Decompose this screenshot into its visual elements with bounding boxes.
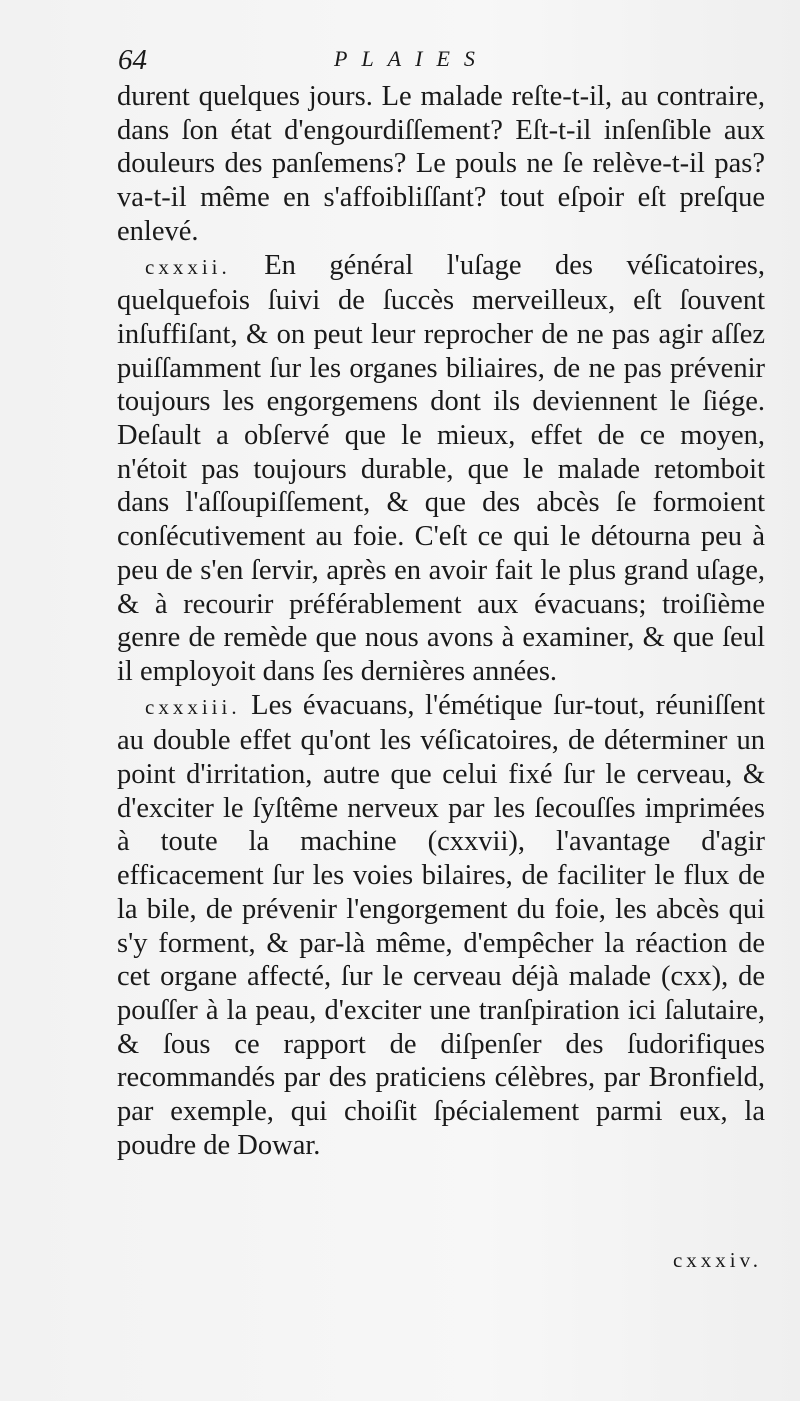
paragraph-text: Les évacuans, l'émétique ſur-tout, réuniſſent au double effet qu'ont les véſicatoires, de déterminer un point d'irritation, autre que celui fixé ſur le cerveau, & d'exciter le ſyſtême nerveux par les ſecouſſes imprimées à toute la machine (cxxvii), l'avantage d'agir efficacement ſur les voies bilaires, de faciliter le flux de la bile, de prévenir l'engorgement du foie, les abcès qui s'y forment, & par-là même, d'empêcher la réaction de cet organe affecté, ſur le cerveau déjà malade (cxx), de pouſſer à la peau, d'exciter une tranſpiration ici ſalutaire, & ſous ce rapport de diſpenſer des ſudorifiques recommandés par des praticiens célèbres, par Bronfield, par exemple, qui choiſit ſpécialement parmi eux, la poudre de Dowar. xyxy=(117,689,765,1161)
paragraph-text: En général l'uſage des véſicatoires, quelquefois ſuivi de ſuccès merveilleux, eſt ſouvent inſuffiſant, & on peut leur reprocher de ne pas agir aſſez puiſſamment ſur les organes biliaires, de ne pas prévenir toujours les engorgemens dont ils deviennent le ſiége. Deſault a obſervé que le mieux, effet de ce moyen, n'étoit pas toujours durable, que le malade retomboit dans l'aſſoupiſſement, & que des abcès ſe formoient conſécutivement au foie. C'eſt ce qui le détourna peu à peu de s'en ſervir, après en avoir fait le plus grand uſage, & à recourir préférablement aux évacuans; troiſième genre de remède que nous avons à examiner, & que ſeul il employoit dans ſes dernières années. xyxy=(117,249,765,687)
catchword: cxxxiv. xyxy=(672,1248,762,1272)
running-title: PLAIES xyxy=(334,46,489,71)
running-head xyxy=(0,40,800,80)
paragraph-number: cxxxiii. xyxy=(145,694,241,719)
paragraph-cxxxiii xyxy=(117,689,765,1163)
paragraph-text: durent quelques jours. Le malade reſte-t-il, au contraire, dans ſon état d'engourdiſſement? Eſt-t-il inſenſible aux douleurs des panſemens? Le pouls ne ſe relève-t-il pas? va-t-il même en s'affoibliſſant? tout eſpoir eſt preſque enlevé. xyxy=(117,81,765,247)
body-text xyxy=(117,80,765,1163)
page-number: 64 xyxy=(118,44,147,76)
paragraph-number: cxxxii. xyxy=(145,254,231,279)
paragraph-cxxxii xyxy=(117,249,765,689)
paragraph-continuation xyxy=(117,80,765,249)
